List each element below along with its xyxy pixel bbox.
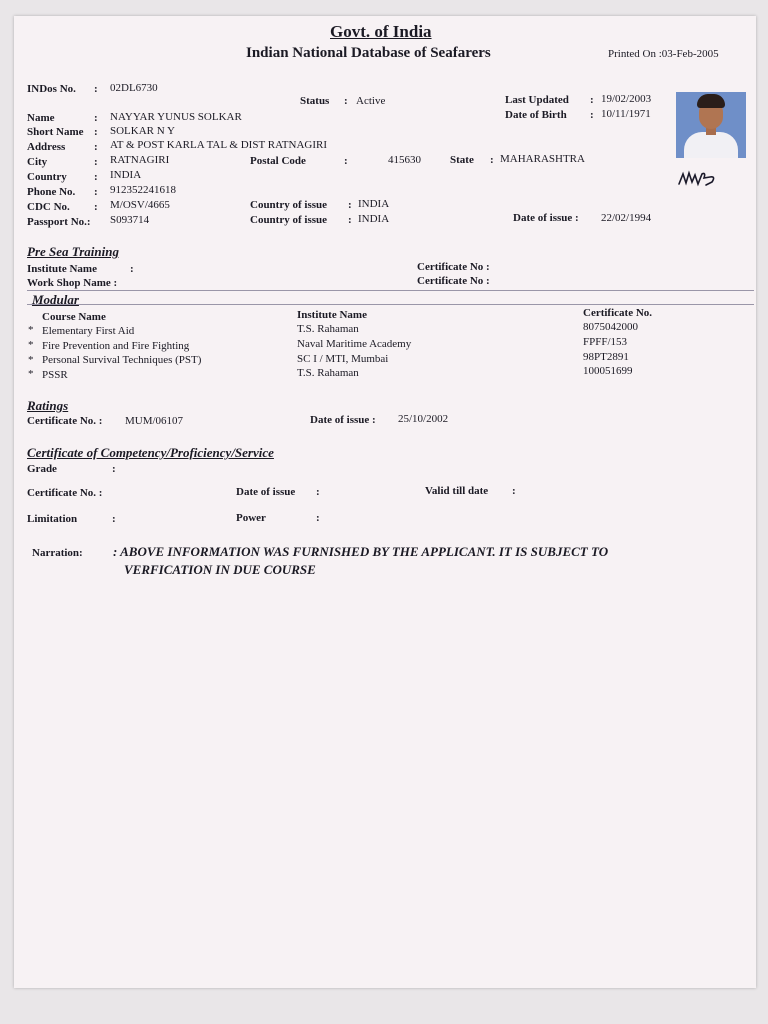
colon: : [94,201,98,213]
colon: : [316,486,320,498]
colon: : [94,186,98,198]
state-label: State [450,154,474,166]
indos-value: 02DL6730 [110,82,158,94]
passport-issue-date-label: Date of issue : [513,212,579,224]
document-subtitle: Indian National Database of Seafarers [246,45,491,61]
ratings-issue-date-value: 25/10/2002 [398,413,449,425]
bullet: * [28,324,34,336]
phone-value: 912352241618 [110,184,176,196]
colon: : [112,463,116,475]
postal-code-value: 415630 [388,154,421,166]
institute-name: SC I / MTI, Mumbai [297,353,389,365]
ratings-certificate-label: Certificate No. : [27,415,103,427]
colon: : [344,95,348,107]
short-name-value: SOLKAR N Y [110,125,175,137]
document-title: Govt. of India [330,22,432,41]
passport-label: Passport No.: [27,216,91,228]
cdc-country-value: INDIA [358,198,390,210]
colon: : [512,485,516,497]
colon: : [490,154,494,166]
institute-name: Naval Maritime Academy [297,338,412,350]
certificate-no: FPFF/153 [583,336,628,348]
country-value: INDIA [110,169,142,181]
narration-line-1: : ABOVE INFORMATION WAS FURNISHED BY THE APPLICANT. IT IS SUBJECT TO [113,544,609,559]
colon: : [94,83,98,95]
seafarer-record-sheet [14,16,756,988]
modular-heading: Modular [32,292,79,307]
ratings-heading: Ratings [27,398,69,413]
cdc-label: CDC No. [27,201,70,213]
institute-name: T.S. Rahaman [297,323,359,335]
section-divider [27,304,754,305]
course-name: Fire Prevention and Fire Fighting [42,340,190,352]
address-label: Address [27,141,66,153]
colon: : [112,513,116,525]
course-name-header: Course Name [42,311,106,323]
postal-code-label: Postal Code [250,155,306,167]
city-label: City [27,156,48,168]
certificate-no: 100051699 [583,365,633,377]
passport-country-label: Country of issue [250,214,328,226]
course-name: PSSR [42,369,68,381]
ratings-issue-date-label: Date of issue : [310,414,376,426]
competency-heading: Certificate of Competency/Proficiency/Service [27,445,274,460]
applicant-photo [676,92,746,158]
valid-till-label: Valid till date [425,485,489,497]
country-label: Country [27,171,67,183]
dob-value: 10/11/1971 [601,108,651,120]
certificate-no-header: Certificate No. [583,307,653,319]
bullet: * [28,368,34,380]
colon: : [348,199,352,211]
name-label: Name [27,112,55,124]
colon: : [590,94,594,106]
applicant-signature [676,168,720,190]
pre-sea-training-heading: Pre Sea Training [27,244,119,259]
printed-on-date: Printed On :03-Feb-2005 [608,48,719,60]
limitation-label: Limitation [27,513,78,525]
last-updated-value: 19/02/2003 [601,93,652,105]
colon: : [94,156,98,168]
status-label: Status [300,95,330,107]
colon: : [94,141,98,153]
address-value: AT & POST KARLA TAL & DIST RATNAGIRI [110,139,328,151]
last-updated-label: Last Updated [505,94,569,106]
certificate-no: 8075042000 [583,321,638,333]
short-name-label: Short Name [27,126,84,138]
course-name: Elementary First Aid [42,325,135,337]
pre-sea-certificate-label: Certificate No : [417,261,490,273]
course-name: Personal Survival Techniques (PST) [42,354,202,366]
competency-issue-date-label: Date of issue [236,486,296,498]
colon: : [130,263,134,275]
institute-name-label: Institute Name [27,263,97,275]
institute-name-header: Institute Name [297,309,367,321]
colon: : [316,512,320,524]
passport-country-value: INDIA [358,213,390,225]
status-value: Active [356,95,386,107]
indos-label: INDos No. [27,83,76,95]
colon: : [94,126,98,138]
power-label: Power [236,512,266,524]
city-value: RATNAGIRI [110,154,170,166]
dob-label: Date of Birth [505,109,567,121]
cdc-country-label: Country of issue [250,199,328,211]
bullet: * [28,354,34,366]
colon: : [94,112,98,124]
state-value: MAHARASHTRA [500,153,585,165]
passport-issue-date-value: 22/02/1994 [601,212,652,224]
passport-value: S093714 [110,214,150,226]
narration-line-2: VERFICATION IN DUE COURSE [124,562,316,577]
section-divider [27,290,754,291]
name-value: NAYYAR YUNUS SOLKAR [110,111,242,123]
colon: : [590,109,594,121]
colon: : [348,214,352,226]
phone-label: Phone No. [27,186,76,198]
cdc-value: M/OSV/4665 [110,199,170,211]
competency-certificate-label: Certificate No. : [27,487,103,499]
colon: : [344,155,348,167]
colon: : [94,171,98,183]
workshop-name-label: Work Shop Name : [27,277,118,289]
narration-label: Narration: [32,547,83,559]
workshop-certificate-label: Certificate No : [417,275,490,287]
bullet: * [28,339,34,351]
certificate-no: 98PT2891 [583,351,629,363]
institute-name: T.S. Rahaman [297,367,359,379]
grade-label: Grade [27,463,57,475]
ratings-certificate-value: MUM/06107 [125,415,184,427]
